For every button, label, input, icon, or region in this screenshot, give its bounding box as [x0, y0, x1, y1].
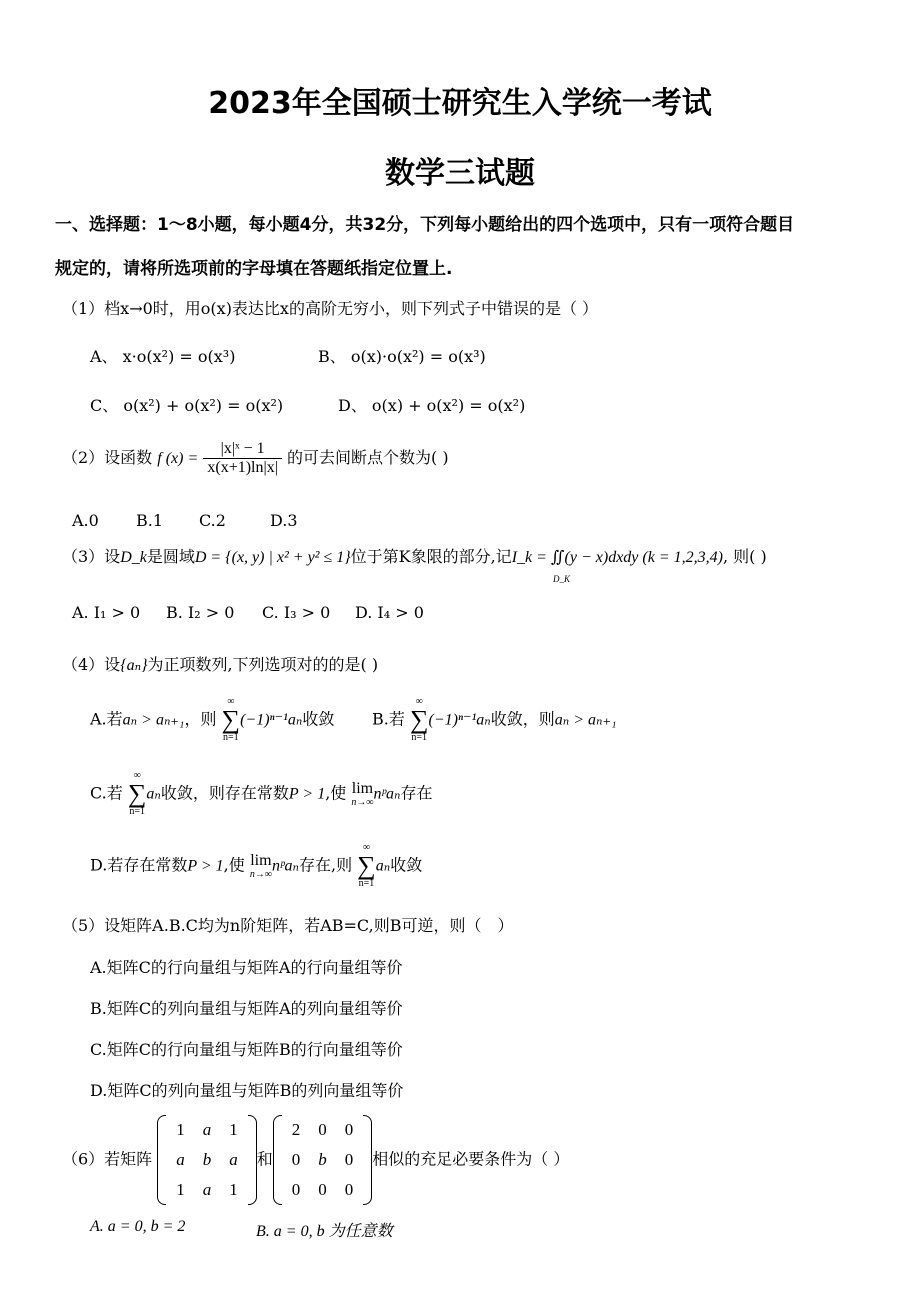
question-6-pre: （6）若矩阵	[62, 1149, 153, 1169]
option-d-sum-symbol: ∞ ∑ n=1	[357, 842, 376, 889]
option-a-pre: A.若	[90, 709, 123, 729]
option-d-post: 收敛	[390, 855, 423, 875]
question-6-stem	[62, 1115, 569, 1205]
question-2-pre: （2）设函数	[62, 448, 153, 467]
question-4-option-d	[90, 843, 422, 889]
option-b-mid: 收敛，则	[490, 709, 555, 729]
section-intro-line2: 规定的，请将所选项前的字母填在答题纸指定位置上.	[55, 259, 453, 279]
question-3-post: , 则( )	[722, 547, 767, 566]
question-6-option-b: B. a = 0, b 为任意数	[256, 1223, 393, 1240]
question-6-and: 和	[256, 1149, 273, 1169]
option-c-p: P > 1	[288, 785, 326, 803]
question-1-option-b: B、 o(x)·o(x²) = o(x³)	[318, 347, 486, 366]
question-2-option-d: D.3	[270, 511, 298, 530]
question-4-option-c	[90, 771, 433, 817]
question-3-mid2: 位于第K象限的部分,记	[350, 547, 512, 566]
question-1-option-c: C、 o(x²) + o(x²) = o(x²)	[90, 396, 284, 415]
question-5-option-d: D.矩阵C的列向量组与矩阵B的列向量组等价	[90, 1081, 404, 1100]
question-2-fraction	[203, 440, 282, 477]
question-4-option-a	[90, 697, 334, 743]
option-d-sum-term: aₙ	[375, 857, 391, 875]
question-2-option-c: C.2	[199, 511, 226, 530]
matrix-2: 2 0 0 0 b 0 0 0 0	[273, 1115, 373, 1205]
section-intro-line1: 一、选择题：1～8小题，每小题4分，共32分，下列每小题给出的四个选项中，只有一项符合题目	[55, 215, 795, 235]
option-d-pre: D.若存在常数	[90, 855, 188, 875]
question-1-option-d: D、 o(x) + o(x²) = o(x²)	[338, 396, 526, 415]
question-3-option-d: D. I₄ > 0	[355, 603, 424, 622]
option-c-limit: lim n→∞	[351, 779, 374, 809]
option-a-sum-symbol: ∞ ∑ n=1	[221, 696, 241, 743]
option-a-sum-term: (−1)ⁿ⁻¹aₙ	[240, 711, 303, 729]
question-3-dk: D_k	[120, 549, 147, 566]
option-d-p: P > 1	[187, 857, 224, 875]
option-d-mid: 存在,则	[298, 855, 353, 875]
option-c-sum-term: aₙ	[146, 785, 161, 803]
question-1-option-a: A、 x·o(x²) = o(x³)	[90, 347, 236, 366]
question-5-option-c: C.矩阵C的行向量组与矩阵B的行向量组等价	[90, 1040, 403, 1059]
option-a-mid: ，则	[184, 709, 217, 729]
question-4-post: 为正项数列,下列选项对的的是( )	[147, 655, 379, 674]
question-3-region: D_K	[553, 574, 571, 584]
question-5-option-b: B.矩阵C的列向量组与矩阵A的列向量组等价	[90, 999, 403, 1018]
option-c-mid: 收敛，则存在常数	[160, 783, 289, 803]
option-b-sum-term: (−1)ⁿ⁻¹aₙ	[428, 711, 491, 729]
option-d-limit: lim n→∞	[249, 851, 272, 881]
question-3-set: D = {(x, y) | x² + y² ≤ 1}	[194, 549, 351, 566]
exam-title: 2023年全国硕士研究生入学统一考试	[208, 86, 712, 121]
question-4-pre: （4）设	[62, 655, 121, 674]
exam-subtitle: 数学三试题	[385, 156, 535, 191]
question-2-numerator: |x|ˣ − 1	[203, 440, 282, 459]
question-6-option-a: A. a = 0, b = 2	[90, 1218, 186, 1235]
question-2-option-b: B.1	[136, 511, 164, 530]
matrix-1: 1 a 1 a b a 1 a 1	[157, 1115, 257, 1205]
question-2-post: 的可去间断点个数为( )	[287, 448, 449, 467]
question-3-integral: I_k = ∬(y − x)dxdy (k = 1,2,3,4)	[511, 549, 723, 566]
question-2-fx: f (x) =	[157, 450, 199, 467]
question-2-option-a: A.0	[72, 511, 99, 530]
option-d-lim-term: nᵖaₙ	[271, 857, 299, 875]
question-5-stem: （5）设矩阵A.B.C均为n阶矩阵，若AB=C,则B可逆，则（ ）	[62, 916, 514, 935]
option-a-post: 收敛	[302, 709, 335, 729]
option-a-cond: aₙ > aₙ₊₁	[122, 711, 185, 729]
question-2-denominator: x(x+1)ln|x|	[207, 459, 278, 476]
question-3-option-c: C. I₃ > 0	[262, 603, 331, 622]
question-2-stem	[62, 440, 449, 477]
option-c-pre: C.若	[90, 783, 123, 803]
question-3-pre: （3）设	[62, 547, 121, 566]
option-c-sum-symbol: ∞ ∑ n=1	[127, 770, 147, 817]
option-b-sum-symbol: ∞ ∑ n=1	[409, 696, 429, 743]
question-3-option-b: B. I₂ > 0	[166, 603, 235, 622]
question-1-stem: （1）档x→0时，用o(x)表达比x的高阶无穷小，则下列式子中错误的是（ ）	[62, 299, 599, 318]
question-4-seq: {aₙ}	[120, 657, 148, 674]
question-3-stem	[62, 544, 767, 567]
question-3-option-a: A. I₁ > 0	[72, 603, 141, 622]
option-d-use: ,使	[223, 855, 245, 875]
option-c-lim-term: nᵖaₙ	[373, 785, 401, 803]
option-b-pre: B.若	[372, 709, 405, 729]
question-3-mid1: 是圆域	[146, 547, 195, 566]
question-4-option-b	[372, 697, 617, 743]
question-5-option-a: A.矩阵C的行向量组与矩阵A的行向量组等价	[90, 958, 403, 977]
question-6-post: 相似的充足必要条件为（ ）	[372, 1149, 570, 1169]
option-b-post: aₙ > aₙ₊₁	[554, 711, 617, 729]
option-c-post: 存在	[400, 783, 433, 803]
option-c-use: ,使	[325, 783, 347, 803]
question-4-stem	[62, 652, 378, 675]
